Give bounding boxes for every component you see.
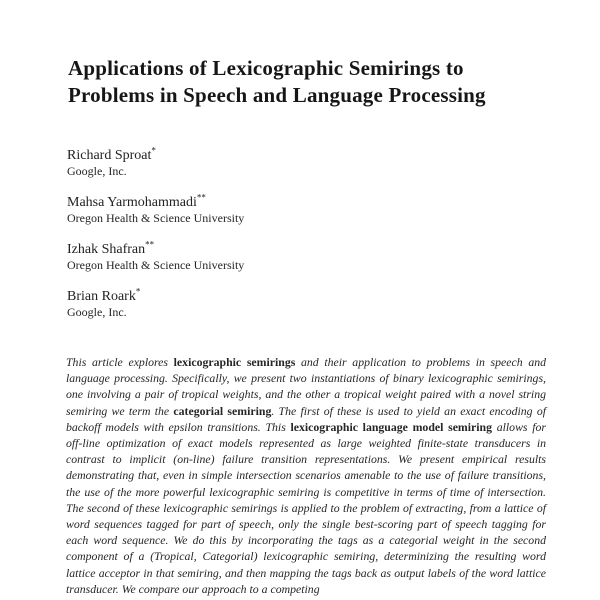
title-line-1: Applications of Lexicographic Semirings to (68, 56, 464, 80)
author-name (67, 192, 540, 211)
abstract-segment-term: lexicographic semirings (173, 355, 296, 369)
author-footnote-marker: ** (196, 192, 206, 203)
author-block (67, 145, 540, 179)
abstract-segment: . The first of these is used to yield an exact encoding of backoff models with epsilon transitions. This (66, 403, 546, 434)
author-name (67, 239, 540, 258)
author-list (67, 145, 540, 336)
author-affiliation: Google, Inc. (67, 305, 127, 319)
author-block (67, 239, 540, 273)
author-name-text: Richard Sproat (67, 148, 152, 163)
author-block (67, 286, 540, 320)
author-name (67, 145, 540, 164)
author-footnote-marker: * (151, 145, 156, 156)
abstract-segment: allows for off-line optimization of exact models represented as large weighted finite-state transducers in contrast to implicit (on-line) failure transition representations. We present empirical results demonstrating that, even in simple intersection scenarios amenable to the use of failure transitions, the use of the more powerful lexicographic semiring is competitive in terms of time of intersection. The second of these lexicographic semirings is applied to the problem of extracting, from a lattice of word sequences tagged for part of speech, only the single best-scoring part of speech tagging for each word sequence. We do this by incorporating the tags as a categorial weight in the second component of a (Tropical, Categorial) lexicographic semiring, determinizing the resulting word lattice acceptor in that semiring, and then mapping the tags back as output labels of the word lattice transducer. We compare our approach to a competing (66, 419, 546, 596)
author-affiliation: Oregon Health & Science University (67, 258, 245, 272)
author-name (67, 286, 540, 305)
author-block (67, 192, 540, 226)
author-name-text: Brian Roark (67, 289, 136, 304)
title-line-2: Problems in Speech and Language Processing (68, 83, 486, 107)
abstract-segment: and their application to problems in speech and language processing. Specifically, we present two instantiations of binary lexicographic semirings, one involving a pair of tropical weights, and the other a tropical weight paired with a novel string semiring we term the (66, 355, 547, 418)
abstract-segment-term: categorial semiring (173, 403, 272, 418)
author-name-text: Izhak Shafran (67, 242, 146, 257)
paper-title (68, 55, 560, 109)
author-footnote-marker: ** (145, 239, 155, 250)
author-name-text: Mahsa Yarmohammadi (67, 195, 197, 210)
author-affiliation: Google, Inc. (67, 164, 127, 178)
abstract-segment-term: lexicographic language model semiring (290, 419, 493, 434)
abstract-paragraph (66, 354, 546, 597)
abstract-segment: This article explores (66, 355, 174, 369)
author-affiliation: Oregon Health & Science University (67, 211, 245, 225)
author-footnote-marker: * (135, 286, 141, 297)
